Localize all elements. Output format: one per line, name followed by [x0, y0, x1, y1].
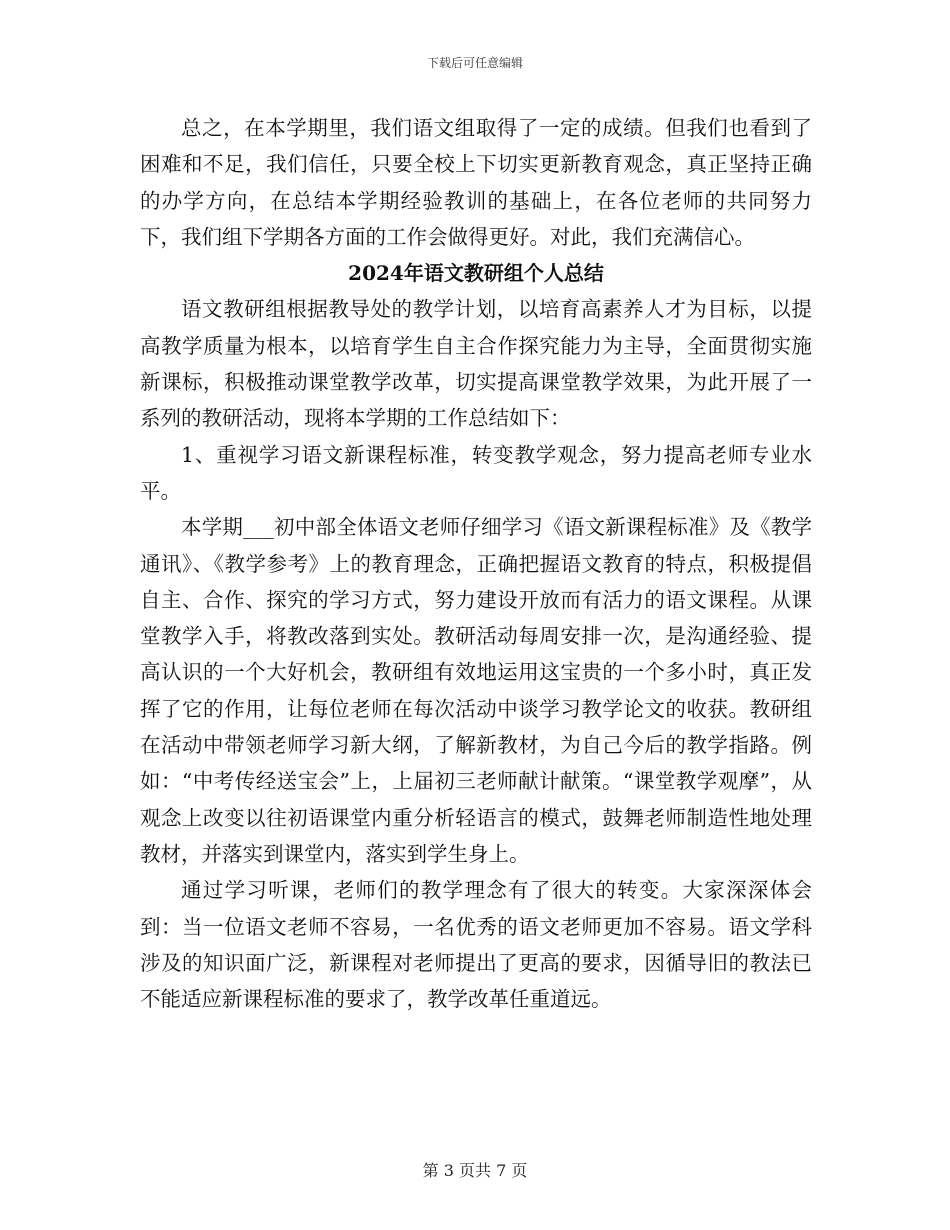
document-body: [140, 110, 812, 1017]
paragraph-point-1: 1、重视学习语文新课程标准，转变教学观念，努力提高老师专业水平。: [140, 442, 812, 503]
paragraph-intro: 语文教研组根据教导处的教学计划，以培育高素养人才为目标，以提高教学质量为根本，以培育学生自主合作探究能力为主导，全面贯彻实施新课标，积极推动课堂教学改革，切实提高课堂教学效果，为此开展了一系列的教研活动，现将本学期的工作总结如下：: [140, 297, 812, 431]
paragraph-study: 本学期___初中部全体语文老师仔细学习《语文新课程标准》及《教学通讯》、《教学参考》上的教育理念，正确把握语文教育的特点，积极提倡自主、合作、探究的学习方式，努力建设开放而有活力的语文课程。从课堂教学入手，将教改落到实处。教研活动每周安排一次，是沟通经验、提高认识的一个大好机会，教研组有效地运用这宝贵的一个多小时，真正发挥了它的作用，让每位老师在每次活动中谈学习教学论文的收获。教研组在活动中带领老师学习新大纲，了解新教材，为自己今后的教学指路。例如：“中考传经送宝会”上，上届初三老师献计献策。“课堂教学观摩”，从观念上改变以往初语课堂内重分析轻语言的模式，鼓舞老师制造性地处理教材，并落实到课堂内，落实到学生身上。: [140, 515, 812, 866]
section-title: 2024年语文教研组个人总结: [348, 261, 604, 286]
page-footer: 第 3 页共 7 页: [422, 1161, 528, 1180]
paragraph-result: 通过学习听课，老师们的教学理念有了很大的转变。大家深深体会到：当一位语文老师不容易，一名优秀的语文老师更加不容易。语文学科涉及的知识面广泛，新课程对老师提出了更高的要求，因循导旧的教法已不能适应新课程标准的要求了，教学改革任重道远。: [140, 878, 812, 1012]
page-header: 下载后可任意编辑: [426, 56, 523, 70]
paragraph-conclusion: 总之，在本学期里，我们语文组取得了一定的成绩。但我们也看到了困难和不足，我们信任，只要全校上下切实更新教育观念，真正坚持正确的办学方向，在总结本学期经验教训的基础上，在各位老师的共同努力下，我们组下学期各方面的工作会做得更好。对此，我们充满信心。: [140, 116, 812, 249]
